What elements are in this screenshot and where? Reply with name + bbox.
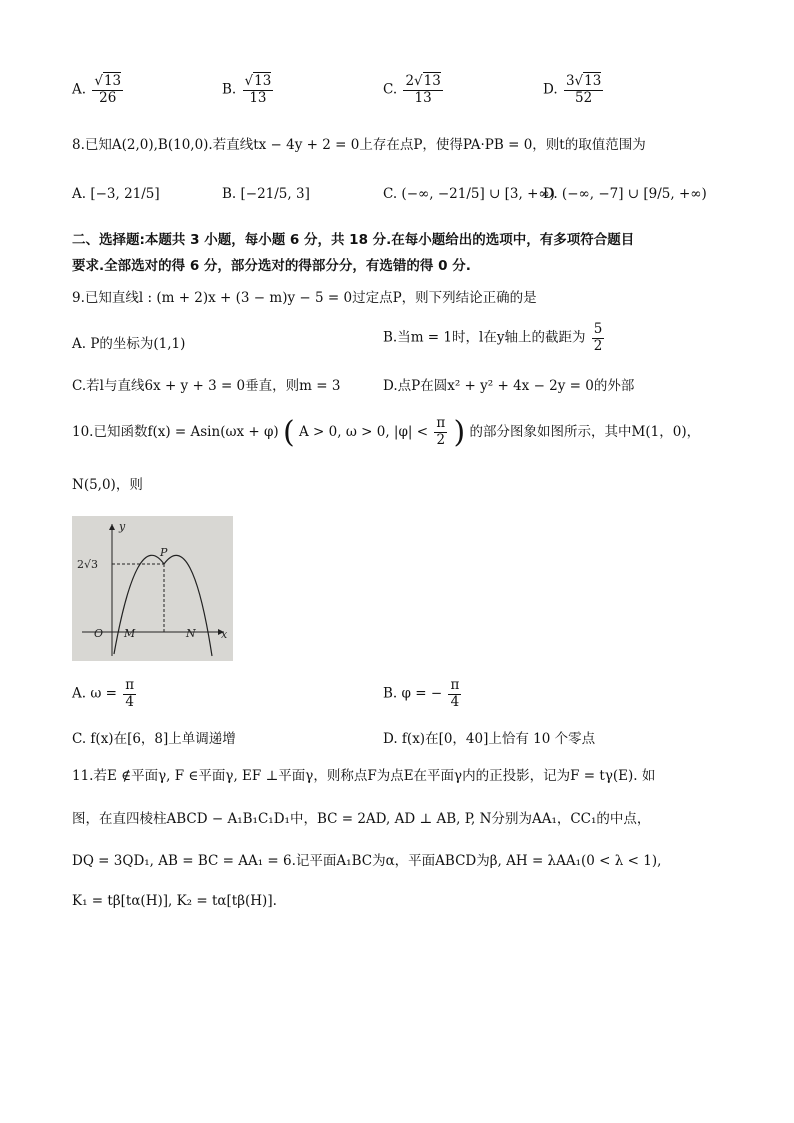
q9-option-b bbox=[383, 322, 606, 354]
radicand: 13 bbox=[103, 73, 122, 89]
numerator: √13 bbox=[94, 73, 122, 89]
stem-suffix: 的部分图象如图所示，其中M(1，0)， bbox=[469, 424, 701, 440]
denominator: 26 bbox=[99, 89, 117, 106]
q11-line3: DQ = 3QD₁, AB = BC = AA₁ = 6.记平面A₁BC为α，平面ABCD为β, AH = λAA₁(0 < λ < 1), bbox=[72, 853, 662, 869]
q9-stem: 9.已知直线l : (m + 2)x + (3 − m)y − 5 = 0过定点P，则下列结论正确的是 bbox=[72, 290, 537, 306]
condition-text: A > 0, ω > 0, |φ| < bbox=[299, 424, 429, 440]
q8-option-c: C. (−∞, −21/5] ∪ [3, +∞) bbox=[383, 186, 555, 202]
radicand: 13 bbox=[584, 73, 602, 89]
q10-option-c: C. f(x)在[6，8]上单调递增 bbox=[72, 731, 236, 747]
n-label: N bbox=[186, 627, 196, 640]
function-curve bbox=[114, 555, 212, 656]
numerator: π bbox=[436, 415, 446, 432]
q8-option-b: B. [−21/5, 3] bbox=[222, 186, 310, 202]
x-label: x bbox=[221, 628, 228, 641]
q10-option-d: D. f(x)在[0，40]上恰有 10 个零点 bbox=[383, 731, 596, 747]
section-heading-line2: 要求.全部选对的得 6 分，部分选对的得部分分，有选错的得 0 分. bbox=[72, 258, 471, 274]
q9-option-c: C.若l与直线6x + y + 3 = 0垂直，则m = 3 bbox=[72, 378, 341, 394]
fraction bbox=[92, 74, 123, 106]
numerator: 5 bbox=[593, 321, 603, 337]
section-heading-line1: 二、选择题:本题共 3 小题，每小题 6 分，共 18 分.在每小题给出的选项中，有多项符合题目 bbox=[72, 232, 635, 248]
numerator: π bbox=[450, 677, 460, 693]
numerator: 3√13 bbox=[565, 73, 602, 89]
denominator: 4 bbox=[125, 693, 134, 710]
fraction bbox=[403, 74, 442, 106]
peak-value-label: 2√3 bbox=[77, 558, 99, 571]
numerator: √13 bbox=[244, 73, 272, 89]
radicand: 13 bbox=[423, 73, 441, 89]
radicand: 13 bbox=[254, 73, 272, 89]
fraction bbox=[434, 416, 447, 448]
option-text: B. φ = − bbox=[383, 685, 443, 702]
y-label: y bbox=[119, 520, 126, 533]
p-label: P bbox=[160, 546, 168, 559]
coefficient: 3 bbox=[565, 73, 575, 89]
q11-line2: 图，在直四棱柱ABCD − A₁B₁C₁D₁中，BC = 2AD, AD ⊥ AB, P, N分别为AA₁，CC₁的中点， bbox=[72, 811, 651, 827]
q10-stem-line2: N(5,0)，则 bbox=[72, 477, 143, 493]
q10-option-a bbox=[72, 678, 138, 710]
fraction bbox=[448, 678, 461, 710]
stem-text: 10.已知函数f(x) = Asin(ωx + φ) bbox=[72, 424, 279, 440]
option-label: D. bbox=[543, 81, 558, 98]
q10-option-b bbox=[383, 678, 463, 710]
q9-option-d: D.点P在圆x² + y² + 4x − 2y = 0的外部 bbox=[383, 378, 635, 394]
y-axis-arrow bbox=[109, 524, 115, 530]
denominator: 2 bbox=[593, 337, 603, 354]
q9-option-a: A. P的坐标为(1,1) bbox=[72, 336, 186, 352]
q11-line1: 11.若E ∉平面γ, F ∈平面γ, EF ⊥平面γ，则称点F为点E在平面γ内的正投影，记为F = tγ(E). 如 bbox=[72, 768, 656, 784]
q10-stem bbox=[72, 415, 700, 450]
option-label: B. bbox=[222, 81, 237, 98]
fraction bbox=[592, 322, 605, 354]
q8-stem: 8.已知A(2,0),B(10,0).若直线tx − 4y + 2 = 0上存在点P，使得PA·PB = 0，则t的取值范围为 bbox=[72, 137, 646, 153]
option-label: A. bbox=[72, 81, 87, 98]
q7-option-c bbox=[383, 74, 445, 106]
option-text: A. ω = bbox=[72, 685, 117, 702]
paren-open: ( bbox=[283, 415, 295, 450]
denominator: 4 bbox=[450, 693, 460, 710]
fraction bbox=[243, 74, 274, 106]
q10-graph-figure bbox=[72, 516, 233, 661]
coefficient: 2 bbox=[405, 73, 415, 89]
q7-option-d bbox=[543, 74, 605, 106]
numerator: π bbox=[125, 677, 135, 693]
fraction bbox=[123, 678, 136, 710]
fraction bbox=[564, 74, 603, 106]
q7-option-b bbox=[222, 74, 275, 106]
q7-option-a bbox=[72, 74, 125, 106]
option-label: C. bbox=[383, 81, 398, 98]
denominator: 2 bbox=[436, 432, 446, 448]
numerator: 2√13 bbox=[405, 73, 441, 89]
q11-line4: K₁ = tβ[tα(H)], K₂ = tα[tβ(H)]. bbox=[72, 893, 277, 909]
denominator: 13 bbox=[414, 89, 432, 106]
paren-close: ) bbox=[453, 415, 466, 450]
origin-label: O bbox=[94, 627, 104, 640]
q8-option-d: D. (−∞, −7] ∪ [9/5, +∞) bbox=[543, 186, 707, 202]
m-label: M bbox=[124, 627, 136, 640]
denominator: 13 bbox=[249, 89, 267, 106]
denominator: 52 bbox=[575, 89, 593, 106]
sine-graph bbox=[72, 516, 233, 661]
q8-option-a: A. [−3, 21/5] bbox=[72, 186, 160, 202]
option-text: B.当m = 1时，l在y轴上的截距为 bbox=[383, 329, 586, 346]
